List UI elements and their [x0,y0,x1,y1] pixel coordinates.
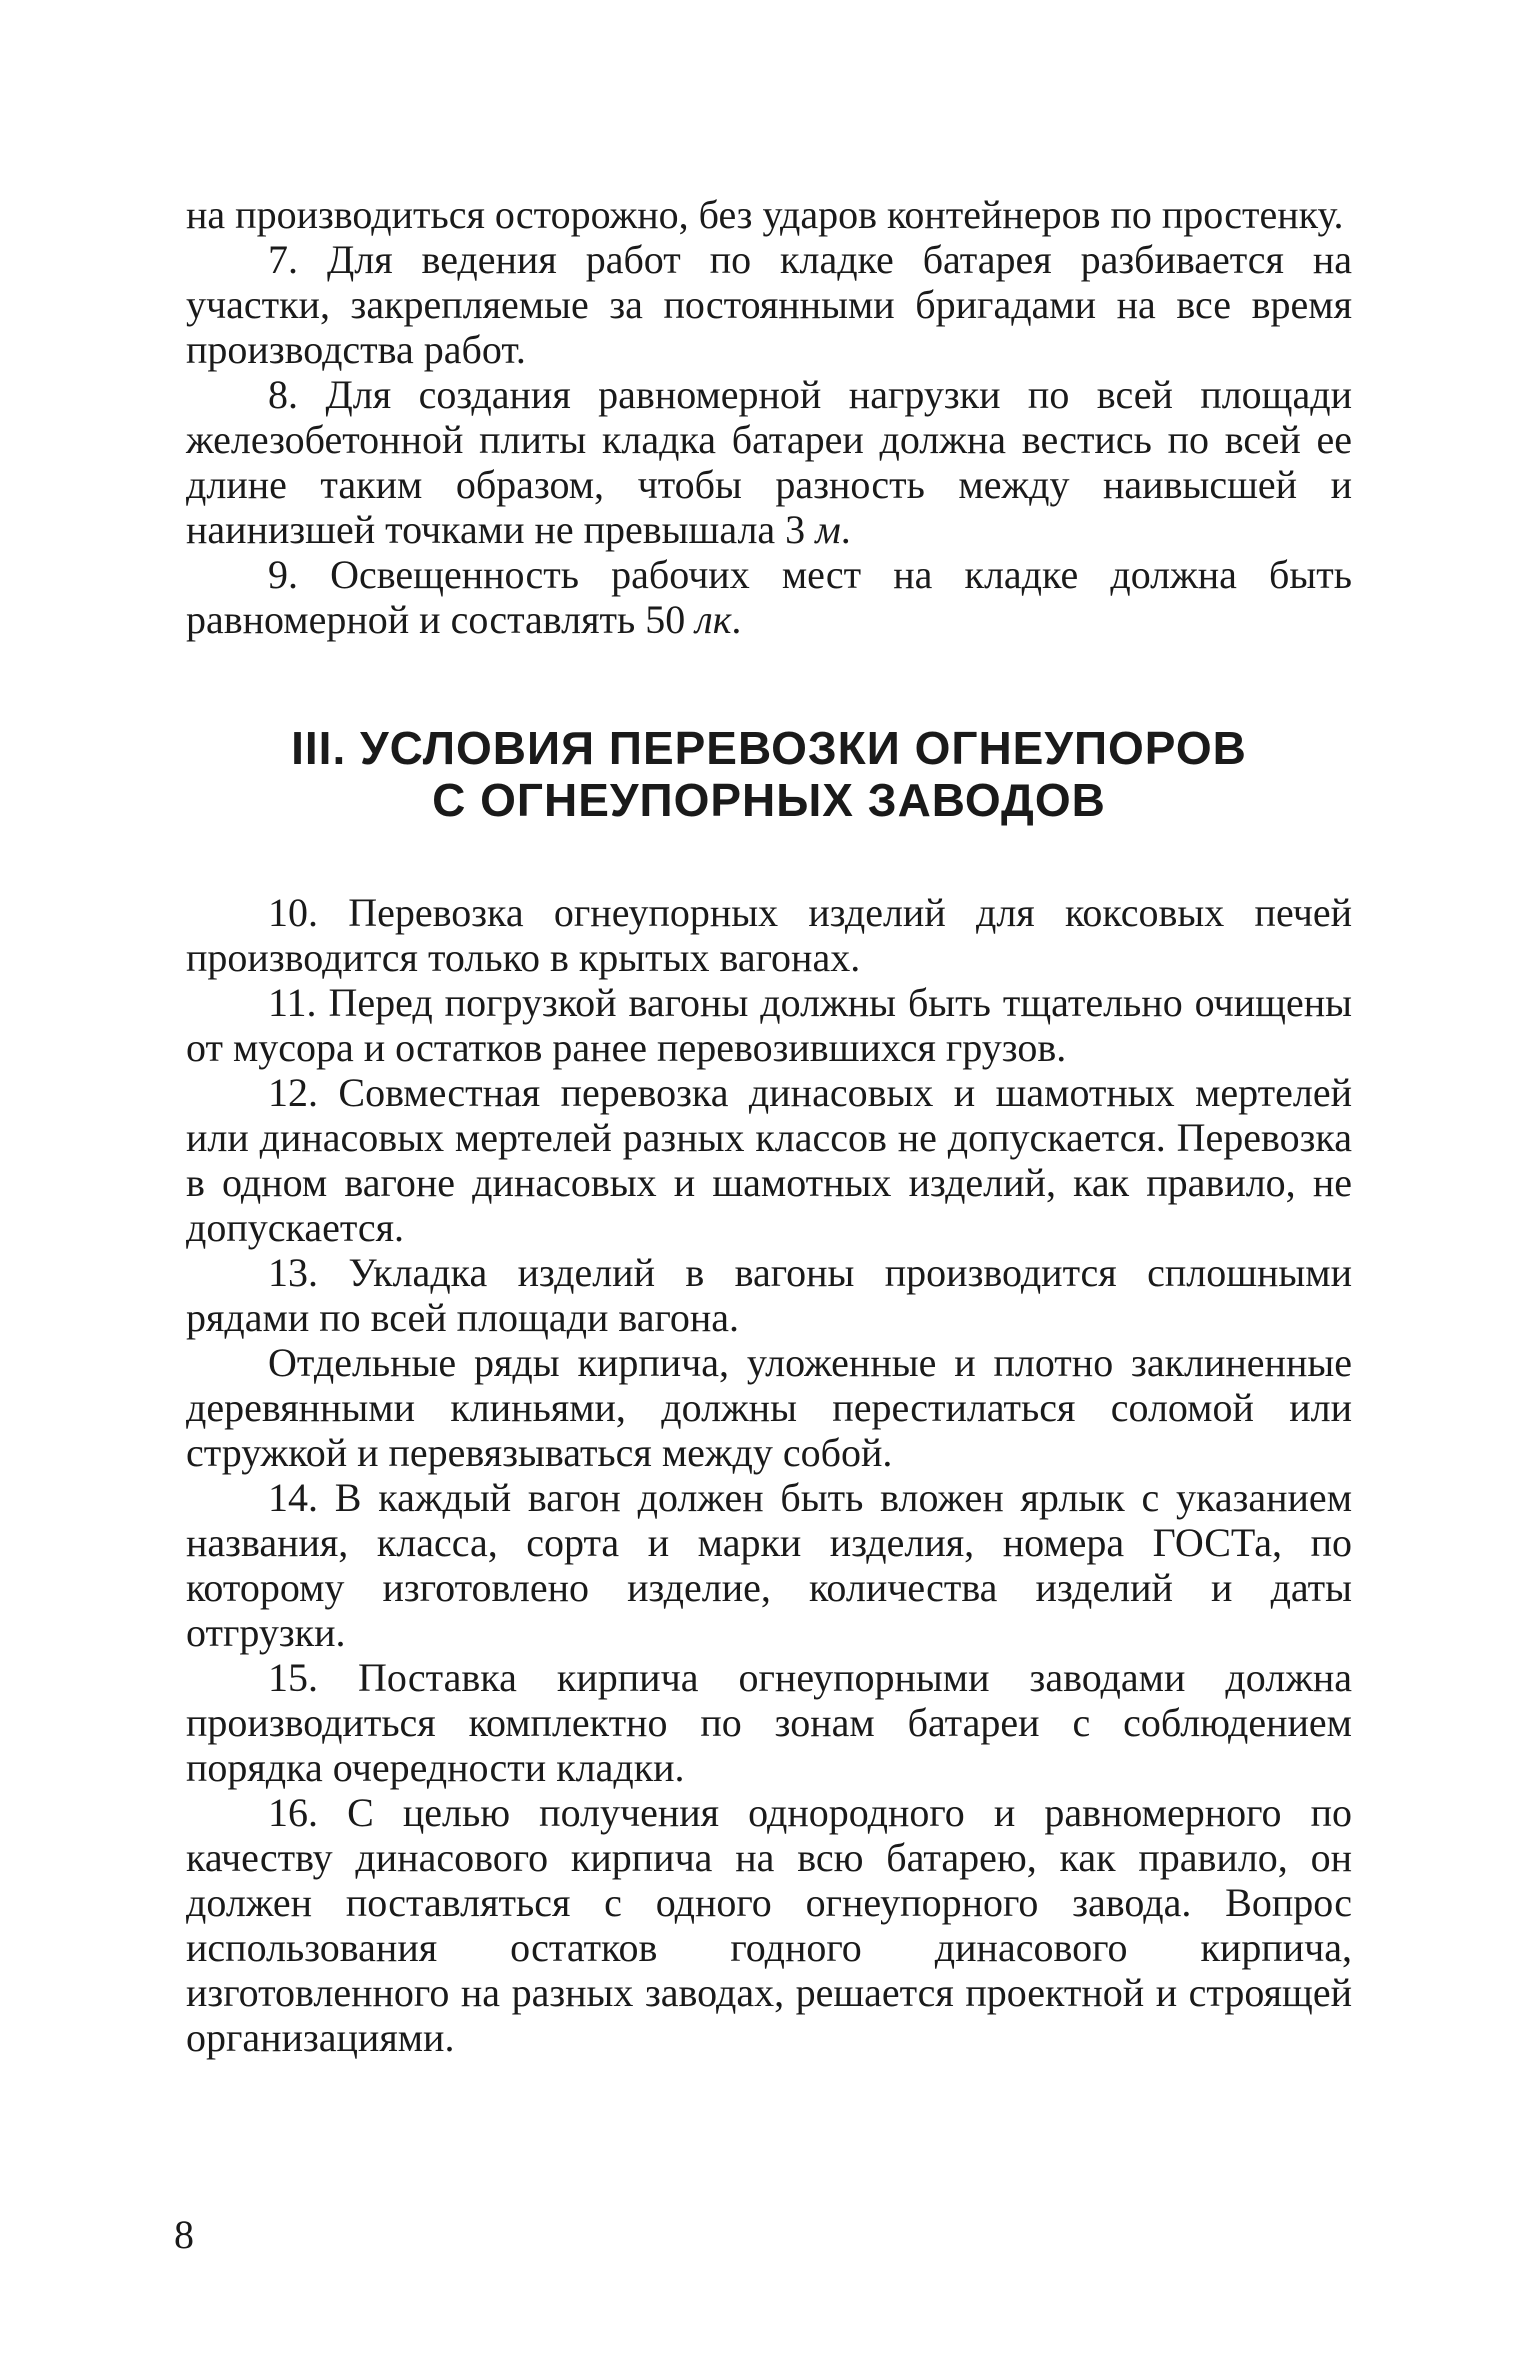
section-heading-line-1: III. УСЛОВИЯ ПЕРЕВОЗКИ ОГНЕУПОРОВ [291,722,1247,774]
paragraph-16: 16. С целью получения однородного и равномерного по качеству динасового кирпича на всю батарею, как правило, он должен поставляться с одного огнеупорного завода. Вопрос использования остатков годного динасового кирпича, изготовленного на разных заводах, решается проектной и строящей организациями. [186,1790,1352,2060]
paragraph-continued: на производиться осторожно, без ударов контейнеров по простенку. [186,192,1344,237]
paragraph-8-text: 8. Для создания равномерной нагрузки по всей площади железобетонной плиты кладка батареи должна вестись по всей ее длине таким образом, чтобы разность между наивысшей и наинизшей точками не превышала 3 [186,372,1352,552]
paragraph-9-text: 9. Освещенность рабочих мест на кладке должна быть равномерной и составлять 50 [186,552,1352,642]
paragraph-8 [186,372,1352,552]
unit-meters: м [815,507,841,552]
paragraph-15: 15. Поставка кирпича огнеупорными заводами должна производиться комплектно по зонам батареи с соблюдением порядка очередности кладки. [186,1655,1352,1790]
page-number: 8 [174,2212,194,2257]
paragraph-7: 7. Для ведения работ по кладке батарея разбивается на участки, закрепляемые за постоянными бригадами на все время производства работ. [186,237,1352,372]
paragraph-13: 13. Укладка изделий в вагоны производится сплошными рядами по всей площади вагона. [186,1250,1352,1340]
paragraph-14: 14. В каждый вагон должен быть вложен ярлык с указанием названия, класса, сорта и марки изделия, номера ГОСТа, по которому изготовлено изделие, количества изделий и даты отгрузки. [186,1475,1352,1655]
paragraph-9-end: . [731,597,742,642]
section-heading [186,722,1352,826]
paragraph-13-continued: Отдельные ряды кирпича, уложенные и плотно заклиненные деревянными клиньями, должны перестилаться соломой или стружкой и перевязываться между собой. [186,1340,1352,1475]
unit-lux: лк [695,597,732,642]
paragraph-10: 10. Перевозка огнеупорных изделий для коксовых печей производится только в крытых вагонах. [186,890,1352,980]
section-heading-line-2: С ОГНЕУПОРНЫХ ЗАВОДОВ [432,774,1106,826]
paragraph-11: 11. Перед погрузкой вагоны должны быть тщательно очищены от мусора и остатков ранее перевозившихся грузов. [186,980,1352,1070]
paragraph-9 [186,552,1352,642]
text-column [186,192,1352,2060]
paragraph-12: 12. Совместная перевозка динасовых и шамотных мертелей или динасовых мертелей разных классов не допускается. Перевозка в одном вагоне динасовых и шамотных изделий, как правило, не допускается. [186,1070,1352,1250]
paragraph-8-end: . [840,507,851,552]
